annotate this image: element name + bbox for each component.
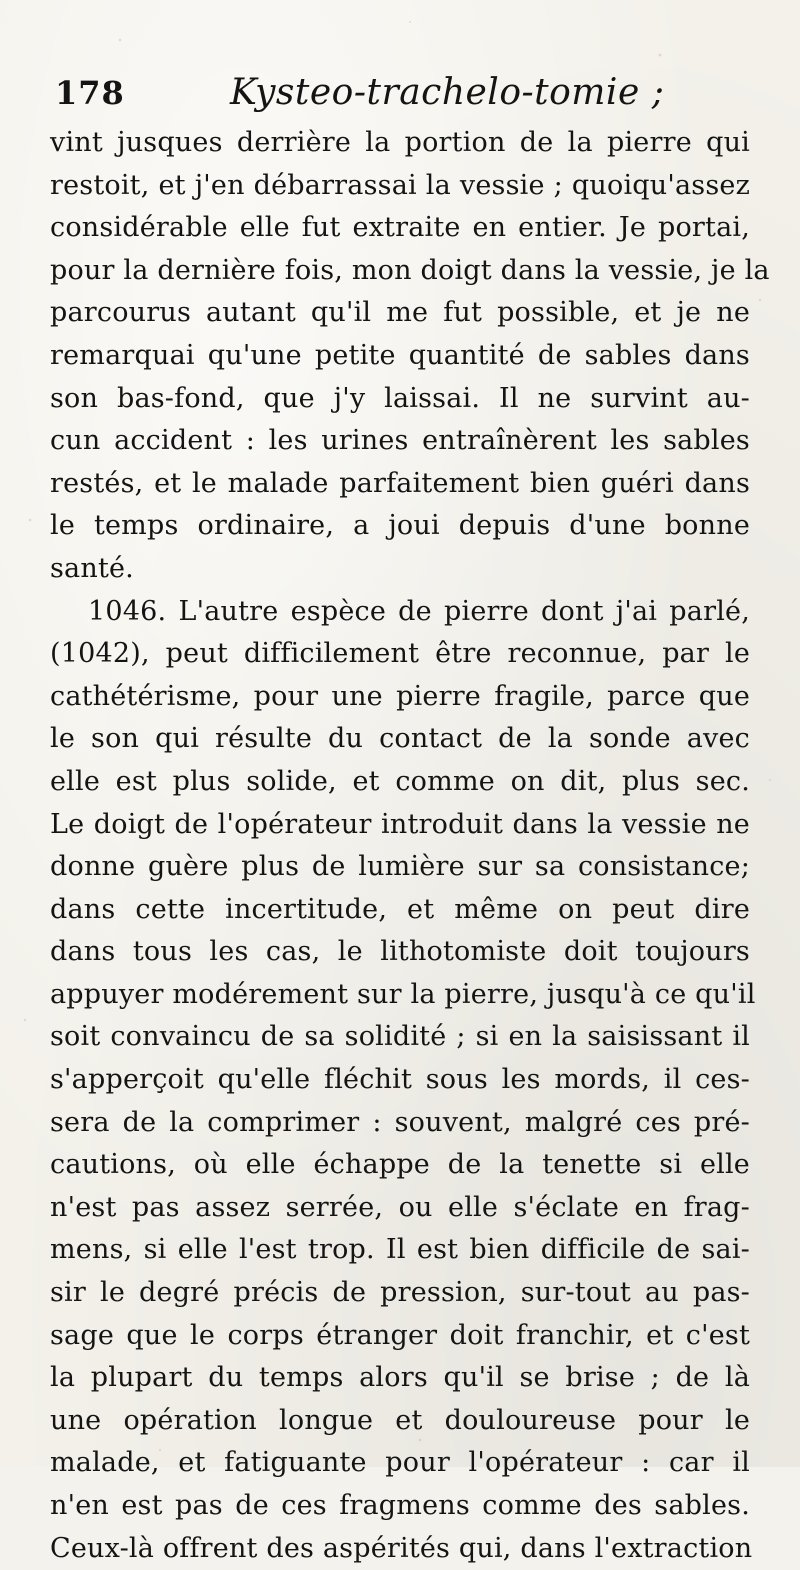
text-line: restés, et le malade parfaitement bien guéri dans xyxy=(50,467,750,499)
text-line: appuyer modérement sur la pierre, jusqu'à ce qu'il xyxy=(50,978,756,1010)
text-line: sir le degré précis de pression, sur-tout au pas- xyxy=(50,1277,750,1309)
text-line: elle est plus solide, et comme on dit, plus sec. xyxy=(50,765,750,797)
text-line: sage que le corps étranger doit franchir, et c'est xyxy=(50,1319,750,1351)
text-line: le temps ordinaire, a joui depuis d'une bonne xyxy=(50,510,750,542)
text-line: Ceux-là offrent des aspérités qui, dans l'extraction xyxy=(50,1532,753,1564)
text-line: vint jusques derrière la portion de la pierre qui xyxy=(50,127,750,158)
text-line: remarquai qu'une petite quantité de sables dans xyxy=(50,339,750,371)
text-line: Le doigt de l'opérateur introduit dans la vessie ne xyxy=(50,808,750,840)
page-header xyxy=(55,68,755,116)
text-line: cautions, où elle échappe de la tenette si elle xyxy=(50,1149,750,1181)
paragraph-start-line: 1046. L'autre espèce de pierre dont j'ai parlé, xyxy=(88,595,750,627)
text-line: n'est pas assez serrée, ou elle s'éclate en frag- xyxy=(50,1191,750,1223)
text-line: mens, si elle l'est trop. Il est bien difficile de sai- xyxy=(50,1234,750,1266)
text-line: la plupart du temps alors qu'il se brise ; de là xyxy=(50,1362,750,1394)
text-line: s'apperçoit qu'elle fléchit sous les mords, il ces- xyxy=(50,1064,750,1096)
body-text xyxy=(50,122,770,1570)
running-title: Kysteo-trachelo-tomie ; xyxy=(230,72,665,113)
text-line: sera de la comprimer : souvent, malgré ces pré- xyxy=(50,1106,750,1138)
text-line: santé. xyxy=(50,552,134,584)
text-line: pour la dernière fois, mon doigt dans la vessie, je la xyxy=(50,254,770,286)
text-line: cathétérisme, pour une pierre fragile, parce que xyxy=(50,680,750,712)
text-line: le son qui résulte du contact de la sonde avec xyxy=(50,723,750,755)
text-line: dans tous les cas, le lithotomiste doit toujours xyxy=(50,936,750,968)
text-line: malade, et fatiguante pour l'opérateur : car il xyxy=(50,1447,750,1479)
text-line: (1042), peut difficilement être reconnue, par le xyxy=(50,638,750,670)
text-line: considérable elle fut extraite en entier. Je portai, xyxy=(50,212,750,244)
text-line: dans cette incertitude, et même on peut dire xyxy=(50,893,750,925)
text-line: donne guère plus de lumière sur sa consistance; xyxy=(50,851,750,883)
text-line: parcourus autant qu'il me fut possible, et je ne xyxy=(50,297,750,329)
text-line: restoit, et j'en débarrassai la vessie ; quoiqu'assez xyxy=(50,169,750,201)
text-line: son bas-fond, que j'y laissai. Il ne survint au- xyxy=(50,382,750,414)
page-number: 178 xyxy=(55,74,125,112)
text-line: une opération longue et douloureuse pour le xyxy=(50,1404,750,1436)
text-line: soit convaincu de sa solidité ; si en la saisissant il xyxy=(50,1021,750,1053)
text-line: cun accident : les urines entraînèrent les sables xyxy=(50,425,750,457)
text-line: n'en est pas de ces fragmens comme des sables. xyxy=(50,1490,750,1521)
